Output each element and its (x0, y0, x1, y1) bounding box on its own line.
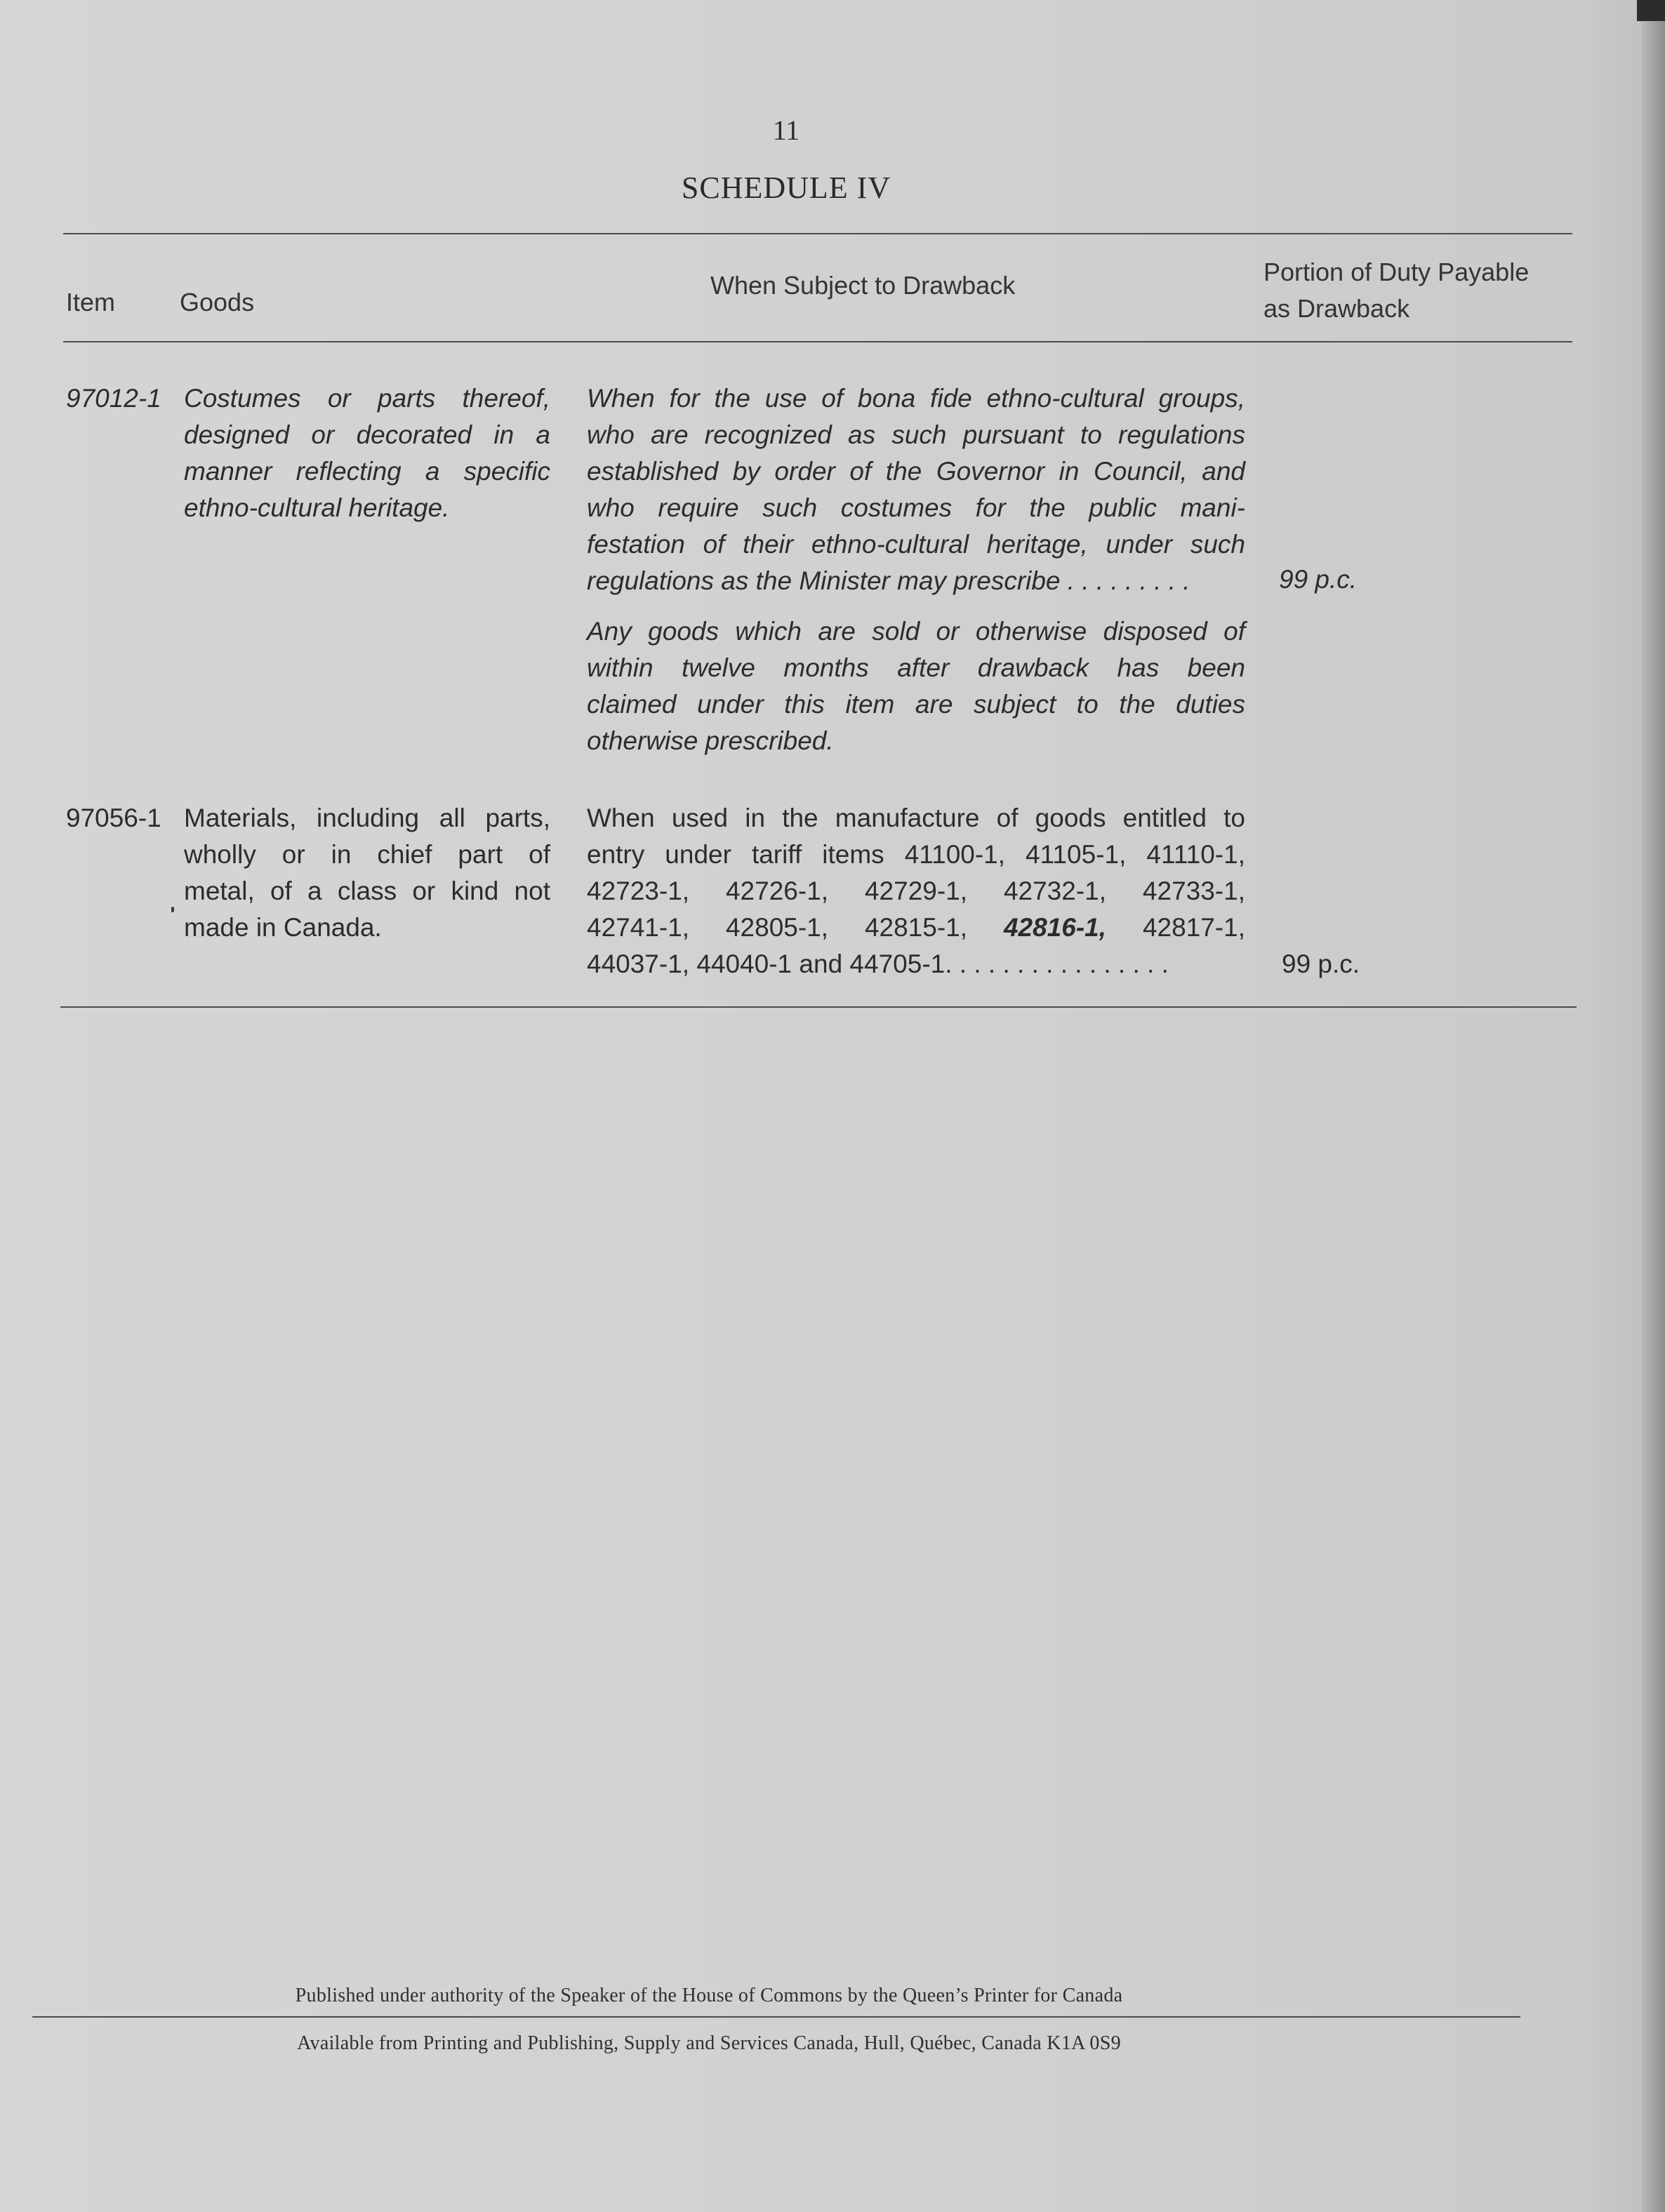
row2-when-line-4 (587, 910, 1245, 946)
row1-when-line: regulations as the Minister may prescribe (587, 566, 1061, 595)
row1-when-subject (587, 380, 1245, 599)
row1-note-line: claimed under this item are subject to the duties (587, 690, 1245, 719)
row1-goods-description (184, 380, 550, 526)
column-header-portion-line2: as Drawback (1263, 294, 1410, 323)
row1-note-line: otherwise prescribed. (587, 726, 834, 755)
row2-when-subject (587, 800, 1245, 982)
row2-when-line: 44037-1, 44040-1 and 44705-1. (587, 950, 953, 978)
row2-when-line: 42723-1, 42726-1, 42729-1, 42732-1, 42733-1, (587, 877, 1245, 905)
table-top-rule (63, 233, 1572, 234)
row2-goods-description (184, 800, 550, 946)
row2-when-line: 42741-1, 42805-1, 42815-1, (587, 913, 968, 942)
row1-goods-line: Costumes or parts thereof, (184, 384, 550, 413)
footer-publisher-note: Published under authority of the Speaker of the House of Commons by the Queen’s Printer for Canada (295, 1985, 1123, 2006)
row2-when-line: When used in the manufacture of goods entitled to (587, 804, 1245, 832)
row1-when-line: festation of their ethno-cultural heritage, under such (587, 530, 1245, 559)
schedule-title: SCHEDULE IV (681, 171, 891, 205)
row2-when-line: entry under tariff items 41100-1, 41105-1, 41110-1, (587, 840, 1245, 869)
row1-leader-dots: . . . . . . . . . (1067, 566, 1190, 595)
row2-portion-value: 99 p.c. (1282, 950, 1360, 978)
row1-when-line: who are recognized as such pursuant to regulations (587, 420, 1245, 449)
column-header-goods: Goods (180, 288, 255, 317)
row2-goods-line: Materials, including all parts, (184, 804, 550, 832)
column-header-when-subject: When Subject to Drawback (710, 271, 1016, 300)
row2-goods-line: wholly or in chief part of (184, 840, 550, 869)
table-bottom-rule (60, 1006, 1577, 1008)
row2-italic-item: 42816-1, (1003, 913, 1107, 942)
row2-when-line4-tail: 42817-1, (1142, 913, 1246, 942)
row2-leader-dots: . . . . . . . . . . . . . . . (959, 950, 1169, 978)
row1-goods-line: ethno-cultural heritage. (184, 493, 450, 522)
row1-when-line: who require such costumes for the public mani- (587, 493, 1245, 522)
column-header-portion-line1: Portion of Duty Payable (1263, 258, 1530, 286)
row1-note (587, 613, 1245, 759)
footer-availability-note: Available from Printing and Publishing, Supply and Services Canada, Hull, Québec, Canada K1A 0S9 (297, 2032, 1121, 2054)
row1-goods-line: designed or decorated in a (184, 420, 550, 449)
column-header-portion (1263, 254, 1529, 327)
row1-note-line: within twelve months after drawback has been (587, 653, 1245, 682)
column-header-item: Item (66, 288, 116, 317)
row1-goods-line: manner reflecting a specific (184, 457, 550, 486)
row2-goods-line: metal, of a class or kind not (184, 877, 550, 905)
row1-portion-value: 99 p.c. (1279, 565, 1358, 594)
row2-goods-line: made in Canada. (184, 913, 382, 942)
page-number: 11 (772, 114, 800, 146)
row1-when-last-line (587, 563, 1245, 599)
row1-item-number: 97012-1 (66, 384, 161, 413)
page-corner-shadow (1637, 0, 1665, 21)
row2-when-last-line (587, 946, 1245, 982)
page-binding-edge (1641, 0, 1665, 2212)
row1-when-line: established by order of the Governor in Council, and (587, 457, 1245, 486)
footer-rule (32, 2016, 1520, 2018)
row1-note-line: Any goods which are sold or otherwise disposed of (587, 617, 1245, 646)
row1-when-line: When for the use of bona fide ethno-cultural groups, (587, 384, 1245, 413)
print-speck (171, 907, 174, 912)
table-header-rule (63, 341, 1572, 342)
row2-item-number: 97056-1 (66, 804, 161, 832)
